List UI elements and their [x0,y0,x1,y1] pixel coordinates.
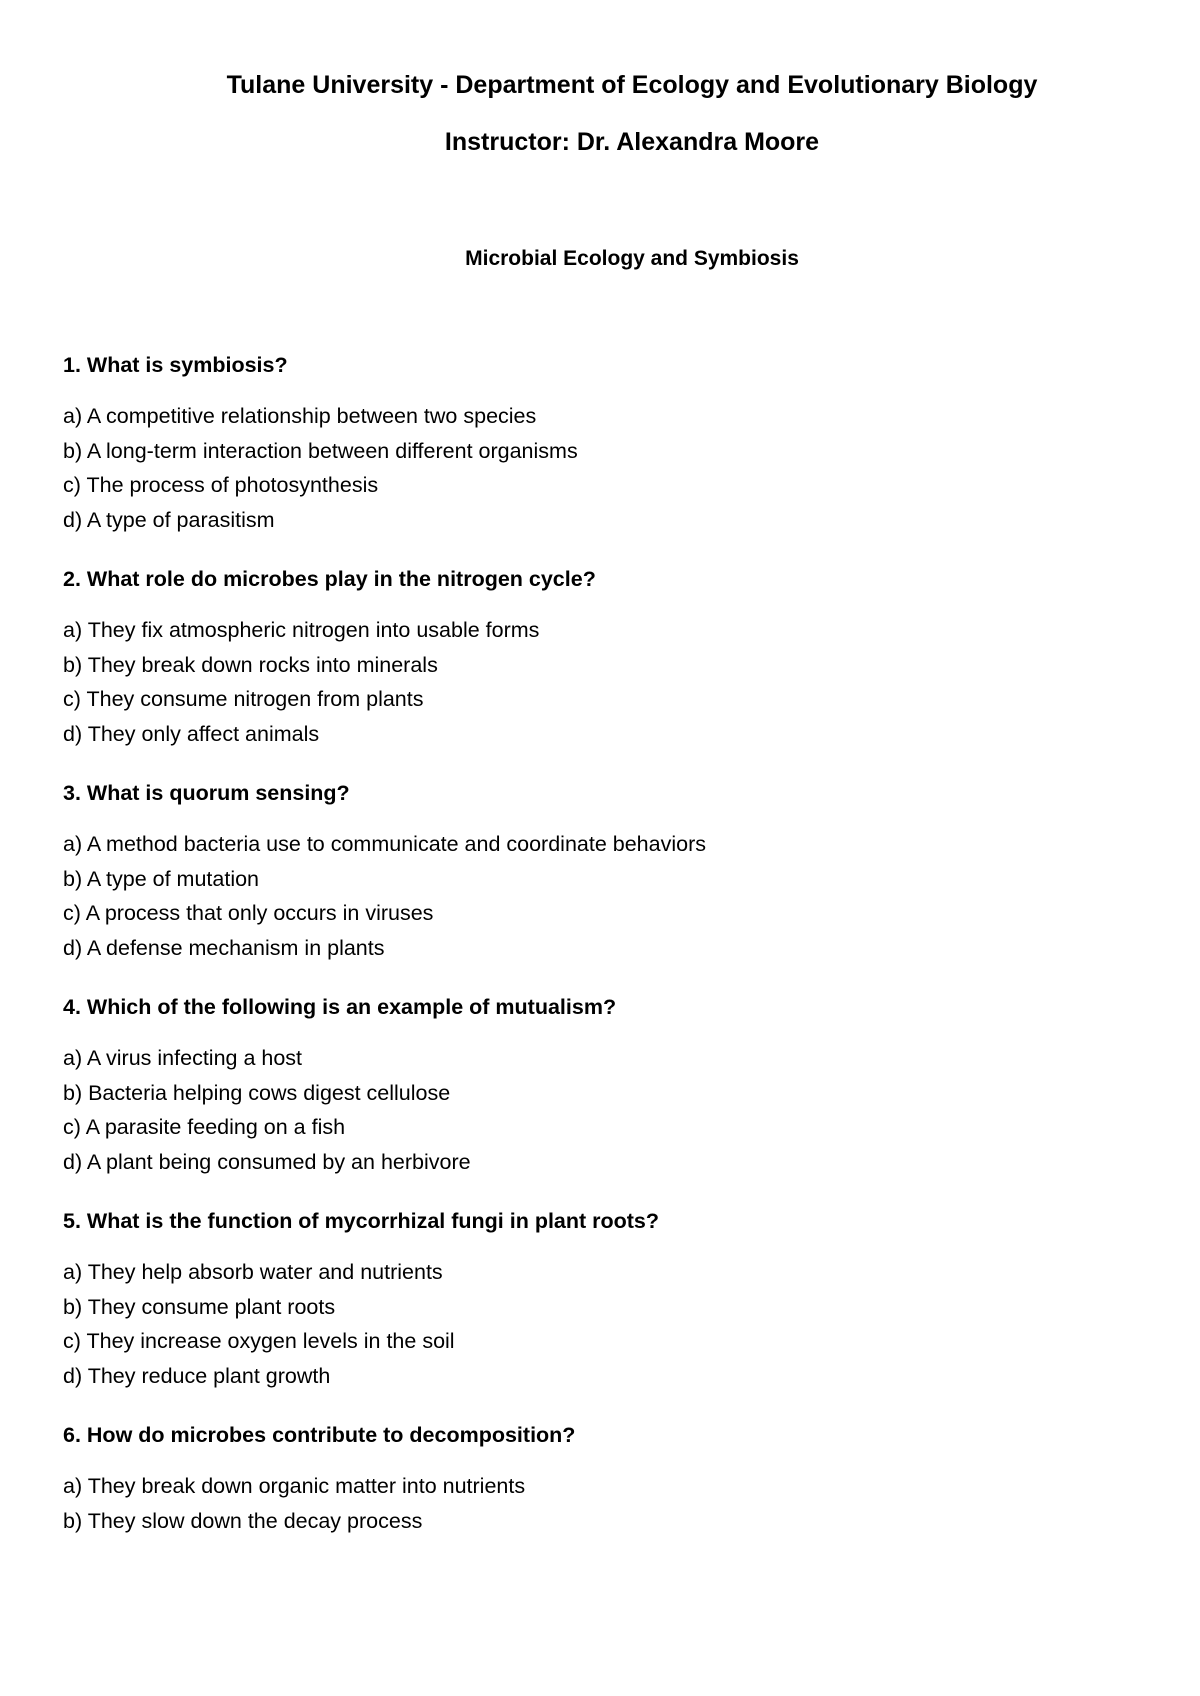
answer-option: d) A defense mechanism in plants [63,935,385,960]
answer-option: c) They increase oxygen levels in the soil [63,1329,455,1353]
answer-option: b) A type of mutation [63,866,260,891]
answer-option: b) A long-term interaction between different organisms [63,438,578,463]
answer-option: b) They break down rocks into minerals [63,652,438,677]
question-6 [63,1422,1143,1538]
instructor-heading: Instructor: Dr. Alexandra Moore [444,128,820,156]
institution-heading: Tulane University - Department of Ecology and Evolutionary Biology [226,71,1038,99]
answer-option: a) They break down organic matter into nutrients [63,1474,526,1498]
answer-option: a) A competitive relationship between two species [63,404,537,428]
question-3 [63,780,1143,965]
answer-option: d) They reduce plant growth [63,1363,331,1388]
question-text: 1. What is symbiosis? [63,353,288,377]
question-list [63,352,1143,1567]
question-5 [63,1208,1143,1393]
answer-option: d) A plant being consumed by an herbivore [63,1149,471,1174]
answer-option: a) They help absorb water and nutrients [63,1260,443,1284]
answer-option: d) They only affect animals [63,721,320,746]
question-text: 6. How do microbes contribute to decomposition? [63,1423,576,1447]
answer-option: c) A process that only occurs in viruses [63,901,434,925]
answer-option: b) Bacteria helping cows digest cellulose [63,1080,451,1105]
answer-option: c) The process of photosynthesis [63,473,379,497]
question-2 [63,566,1143,751]
answer-option: a) A method bacteria use to communicate and coordinate behaviors [63,832,706,856]
answer-option: b) They consume plant roots [63,1294,336,1319]
answer-option: a) A virus infecting a host [63,1046,303,1070]
answer-option: b) They slow down the decay process [63,1508,423,1533]
question-4 [63,994,1143,1179]
question-text: 2. What role do microbes play in the nitrogen cycle? [63,567,596,591]
question-text: 3. What is quorum sensing? [63,781,350,805]
answer-option: d) A type of parasitism [63,507,275,532]
answer-option: a) They fix atmospheric nitrogen into usable forms [63,618,540,642]
answer-option: c) A parasite feeding on a fish [63,1115,346,1139]
question-text: 5. What is the function of mycorrhizal fungi in plant roots? [63,1209,660,1233]
quiz-title: Microbial Ecology and Symbiosis [465,247,799,270]
question-text: 4. Which of the following is an example of mutualism? [63,995,617,1019]
question-1 [63,352,1143,537]
answer-option: c) They consume nitrogen from plants [63,687,424,711]
